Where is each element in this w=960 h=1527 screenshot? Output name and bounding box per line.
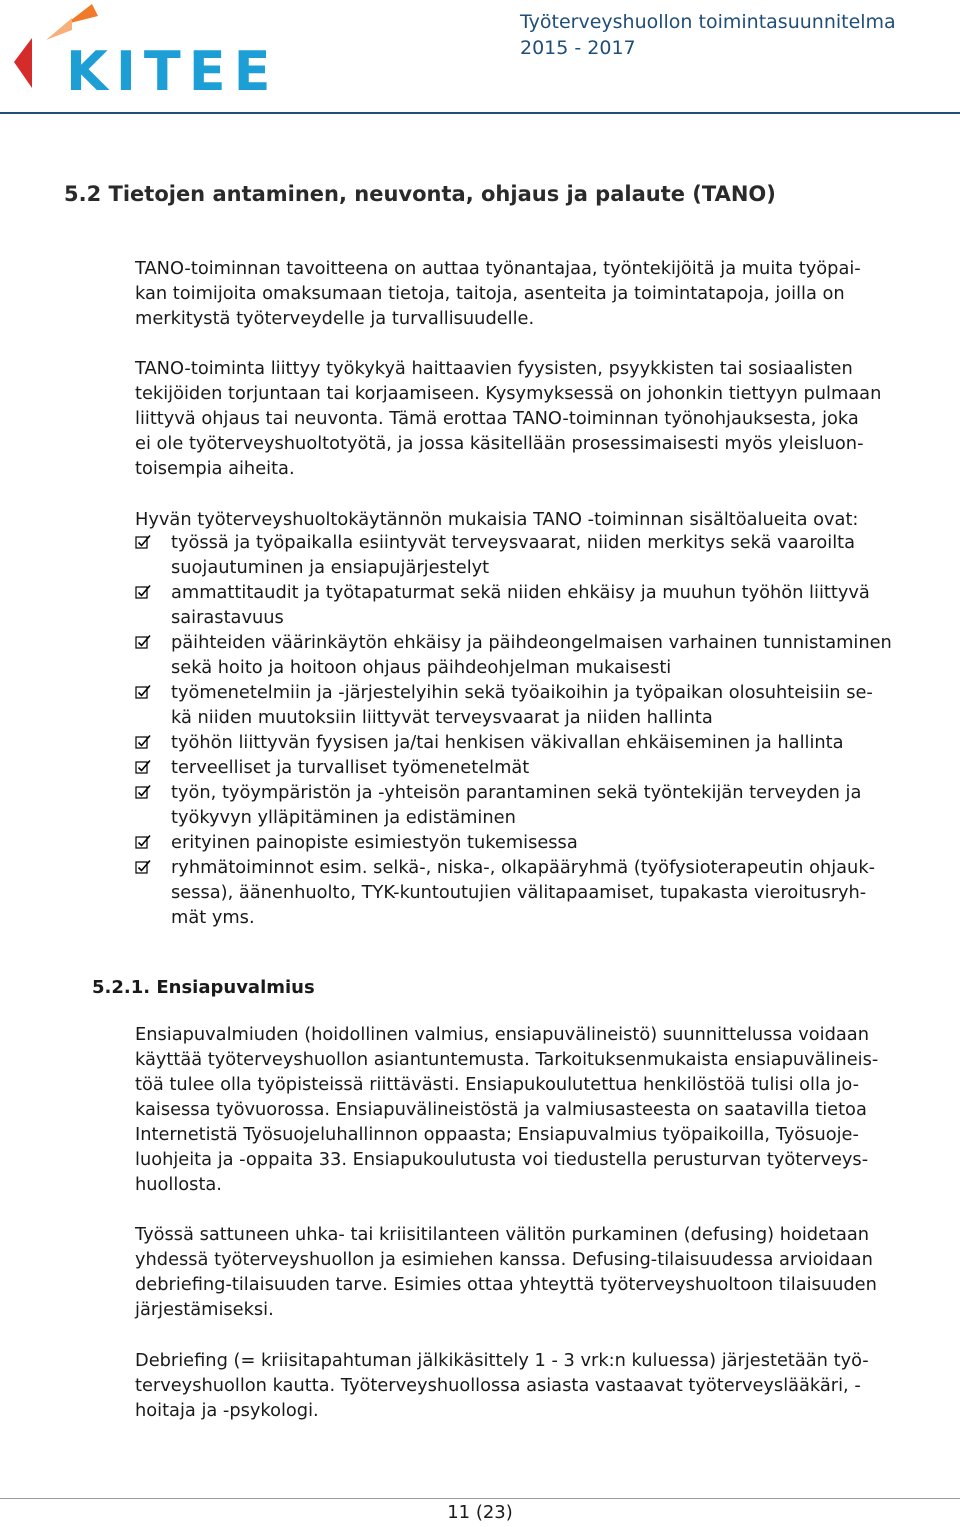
checklist-item: [135, 630, 935, 680]
checklist-item-text: ammattitaudit ja työtapaturmat sekä niiden ehkäisy ja muuhun työhön liittyvä sairastavuus: [171, 582, 870, 628]
page-number: 11 (23): [447, 1502, 513, 1523]
checkbox-checked-icon: [135, 634, 151, 650]
checkbox-checked-icon: [135, 834, 151, 850]
checklist-item-text: työn, työympäristön ja -yhteisön parantaminen sekä työntekijän terveyden ja työkyvyn ylläpitäminen ja edistäminen: [171, 782, 862, 828]
checklist-item: [135, 830, 935, 855]
checklist-item-text: päihteiden väärinkäytön ehkäisy ja päihdeongelmaisen varhainen tunnistaminen sekä hoito ja hoitoon ohjaus päihdeohjelman mukaisesti: [171, 632, 892, 678]
section-paragraph-2: TANO-toiminta liittyy työkykyä haittaavien fyysisten, psyykkisten tai sosiaalisten tekijöiden torjuntaan tai korjaamiseen. Kysymyksessä on johonkin tiettyyn pulmaan liittyvä ohjaus tai neuvonta. Tämä erottaa TANO-toiminnan työnohjauksesta, joka ei ole työterveyshuoltotyötä, ja jossa käsitellään prosessimaisesti myös yleisluon- toisempia aiheita.: [135, 358, 882, 479]
kitee-logo-mark: [6, 0, 296, 100]
logo-red-chevron: [14, 38, 32, 88]
subsection-paragraph-1: Ensiapuvalmiuden (hoidollinen valmius, ensiapuvälineistö) suunnittelussa voidaan käyttää työterveyshuollon asiantuntemusta. Tarkoituksenmukaista ensiapuvälineis- töä tulee olla työpisteissä riittävästi. Ensiapukoulutettua henkilöstöä tulisi olla jo- kaisessa työvuorossa. Ensiapuvälineistöstä ja valmiusasteesta on saatavilla tietoa Internetistä Työsuojeluhallinnon oppaasta; Ensiapuvalmius työpaikoilla, Työsuoje- luohjeita ja -oppaita 33. Ensiapukoulutusta voi tiedustella perusturvan työterveys- huollosta.: [135, 1024, 879, 1195]
checklist-item-text: työssä ja työpaikalla esiintyvät terveysvaarat, niiden merkitys sekä vaaroilta suojautuminen ja ensiapujärjestelyt: [171, 532, 856, 578]
kitee-logo: [6, 0, 296, 100]
content-area-checklist: [135, 530, 935, 930]
checkbox-checked-icon: [135, 859, 151, 875]
checklist-item-text: erityinen painopiste esimiestyön tukemisessa: [171, 832, 578, 853]
checklist-item: [135, 855, 935, 930]
checklist-item: [135, 580, 935, 630]
checklist-item: [135, 755, 935, 780]
logo-peach-wing: [46, 18, 72, 40]
subsection-paragraph-2: Työssä sattuneen uhka- tai kriisitilanteen välitön purkaminen (defusing) hoidetaan yhdessä työterveyshuollon ja esimiehen kanssa. Defusing-tilaisuudessa arvioidaan debriefing-tilaisuuden tarve. Esimies ottaa yhteyttä työterveyshuoltoon tilaisuuden järjestämiseksi.: [135, 1224, 877, 1320]
header-divider: [0, 112, 960, 114]
checklist-item-text: terveelliset ja turvalliset työmenetelmät: [171, 757, 530, 778]
subsection-heading: 5.2.1. Ensiapuvalmius: [92, 977, 315, 998]
document-title: Työterveyshuollon toimintasuunnitelma: [520, 11, 896, 33]
checklist-item: [135, 730, 935, 755]
section-heading: 5.2 Tietojen antaminen, neuvonta, ohjaus ja palaute (TANO): [64, 182, 776, 206]
checklist-item-text: ryhmätoiminnot esim. selkä-, niska-, olkapääryhmä (työfysioterapeutin ohjauk- sessa), äänenhuolto, TYK-kuntoutujien välitapaamiset, tupakasta vieroitusryh- mät yms.: [171, 857, 876, 928]
logo-text: KITEE: [66, 40, 279, 100]
checklist-item-text: työmenetelmiin ja -järjestelyihin sekä työaikoihin ja työpaikan olosuhteisiin se- kä niiden muutoksiin liittyvät terveysvaarat ja niiden hallinta: [171, 682, 873, 728]
checkbox-checked-icon: [135, 759, 151, 775]
checklist-item-text: työhön liittyvän fyysisen ja/tai henkisen väkivallan ehkäiseminen ja hallinta: [171, 732, 844, 753]
section-paragraph-1: TANO-toiminnan tavoitteena on auttaa työnantajaa, työntekijöitä ja muita työpai- kan toimijoita omaksumaan tietoja, taitoja, asenteita ja toimintatapoja, joilla on merkitystä työterveydelle ja turvallisuudelle.: [135, 258, 861, 329]
checklist-item: [135, 530, 935, 580]
checklist-item: [135, 680, 935, 730]
checkbox-checked-icon: [135, 584, 151, 600]
checkbox-checked-icon: [135, 784, 151, 800]
checkbox-checked-icon: [135, 734, 151, 750]
checklist-item: [135, 780, 935, 830]
checkbox-checked-icon: [135, 534, 151, 550]
document-period: 2015 - 2017: [520, 37, 636, 59]
list-intro: Hyvän työterveyshuoltokäytännön mukaisia TANO -toiminnan sisältöalueita ovat:: [135, 509, 859, 530]
checkbox-checked-icon: [135, 684, 151, 700]
document-header: [520, 9, 896, 61]
subsection-paragraph-3: Debriefing (= kriisitapahtuman jälkikäsittely 1 - 3 vrk:n kuluessa) järjestetään työ- terveyshuollon kautta. Työterveyshuollossa asiasta vastaavat työterveyslääkäri, - hoitaja ja -psykologi.: [135, 1350, 869, 1421]
